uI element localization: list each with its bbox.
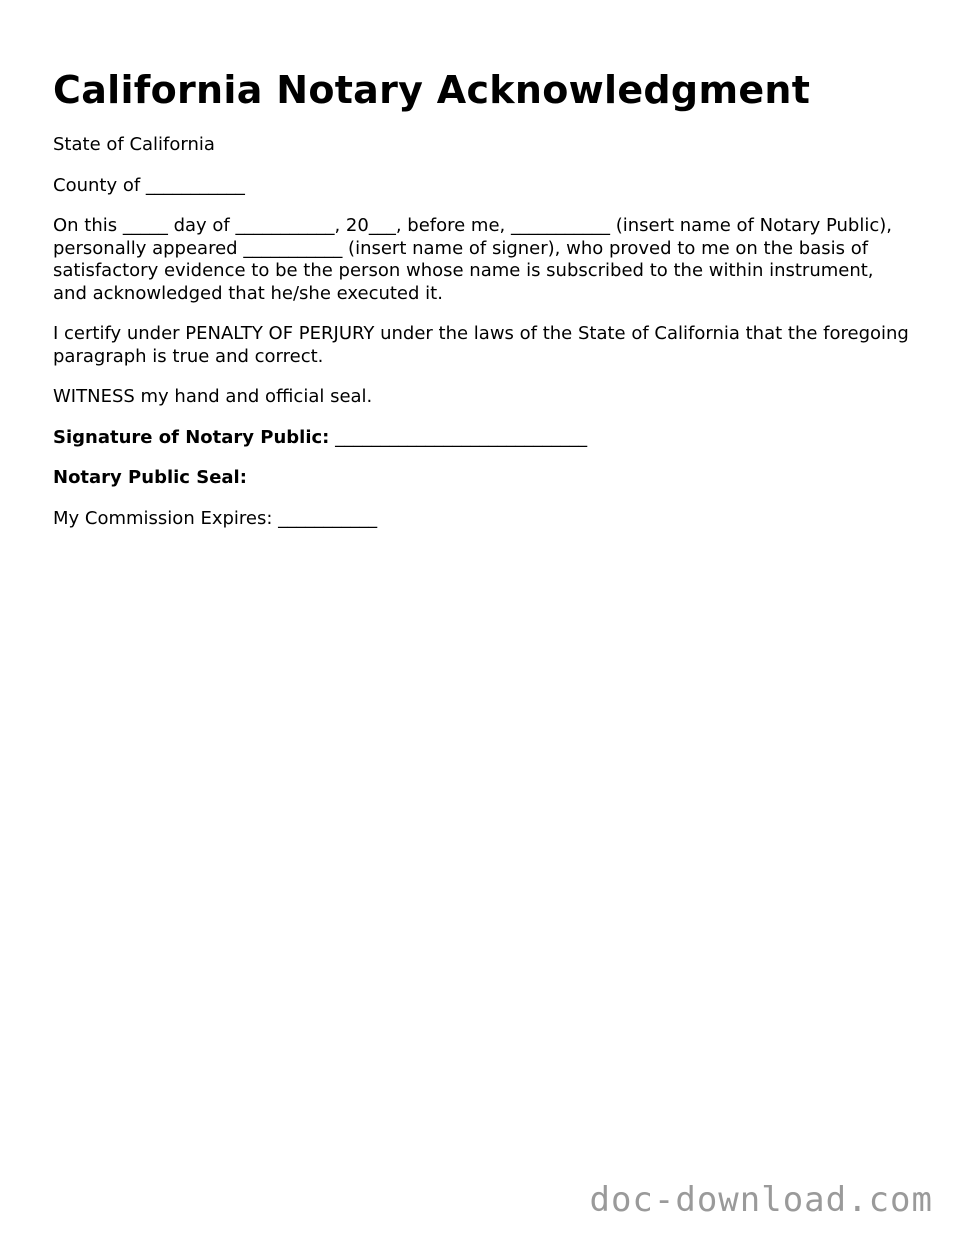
seal-label: Notary Public Seal:: [53, 467, 247, 488]
document-title: California Notary Acknowledgment: [53, 68, 811, 112]
acknowledgment-paragraph: On this _____ day of ___________, 20___, before me, ___________ (insert name of Notary Public), personally appeared ___________ (insert name of signer), who proved to me on the basis of satisfactory evidence to be the person whose name is subscribed to the within instrument, and acknowledged that he/she executed it.: [53, 215, 892, 304]
signature-label: Signature of Notary Public:: [53, 426, 330, 448]
document-page: [53, 66, 913, 548]
watermark: doc-download.com: [589, 1180, 933, 1220]
witness-line: WITNESS my hand and official seal.: [53, 386, 373, 407]
signature-blank: ____________________________: [335, 426, 588, 448]
state-line: State of California: [53, 134, 215, 155]
signature-line: [53, 427, 913, 450]
certification-paragraph: I certify under PENALTY OF PERJURY under the laws of the State of California that the foregoing paragraph is true and correct.: [53, 323, 909, 367]
commission-line: My Commission Expires: ___________: [53, 507, 378, 529]
county-line: County of ___________: [53, 174, 245, 196]
